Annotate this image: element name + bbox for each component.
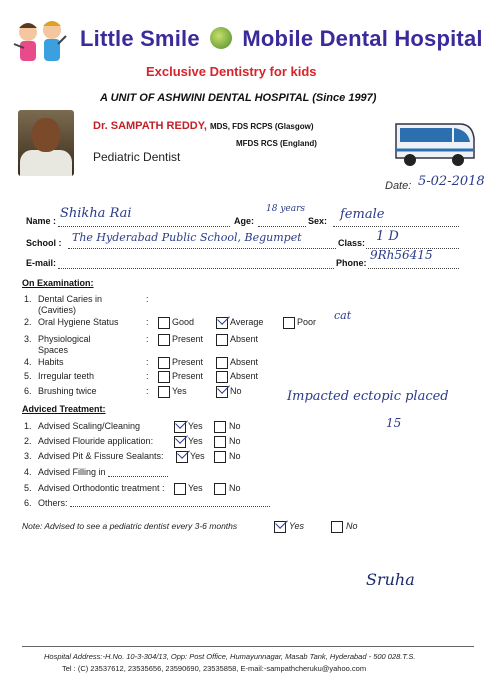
scaling-no-checkbox[interactable] — [214, 421, 226, 433]
sex-label: Sex: — [308, 216, 328, 226]
treatment-sealants-label: Advised Pit & Fissure Sealants: — [38, 451, 164, 461]
phone-label: Phone: — [336, 258, 367, 268]
filling-field[interactable] — [108, 476, 168, 477]
signature: Sruha — [366, 570, 415, 589]
email-field[interactable] — [58, 268, 334, 269]
doctor-name: Dr. SAMPATH REDDY, MDS, FDS RCPS (Glasgow) — [93, 120, 314, 132]
exam-caries-label: Dental Caries in — [38, 294, 103, 304]
hospital-title: Little Smile Mobile Dental Hospital — [80, 26, 483, 51]
name-label: Name : — [26, 216, 57, 226]
spaces-present-checkbox[interactable] — [158, 334, 170, 346]
note-no-checkbox[interactable] — [331, 521, 343, 533]
class-label: Class: — [338, 238, 366, 248]
treatment-heading: Adviced Treatment: — [22, 404, 106, 414]
school-field[interactable]: The Hyderabad Public School, Begumpet — [72, 231, 302, 244]
treatment-filling-label: Advised Filling in — [38, 467, 106, 477]
phone-field[interactable]: 9Rh56415 — [370, 248, 433, 262]
exam-hygiene-label: Oral Hygiene Status — [38, 317, 119, 327]
school-label: School : — [26, 238, 62, 248]
age-field[interactable]: 18 years — [266, 204, 306, 214]
brushing-yes-checkbox[interactable] — [158, 386, 170, 398]
others-field[interactable] — [70, 506, 270, 507]
ortho-yes-checkbox[interactable] — [174, 483, 186, 495]
exam-irregular-label: Irregular teeth — [38, 371, 95, 381]
treatment-others-label: Others: — [38, 498, 68, 508]
treatment-flouride-label: Advised Flouride application: — [38, 436, 154, 446]
exam-spaces-label: Physiological — [38, 334, 91, 344]
irregular-present-checkbox[interactable] — [158, 371, 170, 383]
hygiene-poor-checkbox[interactable] — [283, 317, 295, 329]
hygiene-note: cat — [334, 309, 352, 322]
unit-line: A UNIT OF ASHWINI DENTAL HOSPITAL (Since 1997) — [100, 92, 377, 104]
globe-logo-icon — [210, 27, 232, 49]
class-field[interactable]: 1 D — [376, 229, 399, 244]
habits-absent-checkbox[interactable] — [216, 357, 228, 369]
hygiene-good-checkbox[interactable] — [158, 317, 170, 329]
age-label: Age: — [234, 216, 254, 226]
doctor-quals: MFDS RCS (England) — [236, 139, 317, 148]
ortho-no-checkbox[interactable] — [214, 483, 226, 495]
examination-heading: On Examination: — [22, 278, 94, 288]
treatment-ortho-label: Advised Orthodontic treatment : — [38, 483, 165, 493]
subtitle: Exclusive Dentistry for kids — [146, 64, 317, 79]
footer-divider — [22, 646, 474, 647]
specialty: Pediatric Dentist — [93, 150, 181, 164]
date-value[interactable]: 5-02-2018 — [418, 174, 485, 189]
footer-address: Hospital Address:-H.No. 10-3-304/13, Opp: Post Office, Humayunnagar, Masab Tank, Hyderabad - 500 028.T.S. — [44, 652, 416, 661]
name-field[interactable]: Shikha Rai — [60, 206, 132, 221]
side-note: Impacted ectopic placed — [287, 389, 449, 404]
footer-contact: Tel : (C) 23537612, 23535656, 23590690, 23535858, E-mail:-sampathcheruku@yahoo.com — [62, 664, 367, 673]
spaces-absent-checkbox[interactable] — [216, 334, 228, 346]
exam-habits-label: Habits — [38, 357, 64, 367]
irregular-absent-checkbox[interactable] — [216, 371, 228, 383]
email-label: E-mail: — [26, 258, 57, 268]
habits-present-checkbox[interactable] — [158, 357, 170, 369]
kids-logo-icon — [6, 14, 76, 74]
flouride-no-checkbox[interactable] — [214, 436, 226, 448]
side-note-tooth: 15 — [386, 416, 402, 430]
sealants-no-checkbox[interactable] — [214, 451, 226, 463]
doctor-photo — [18, 110, 74, 176]
treatment-scaling-label: Advised Scaling/Cleaning — [38, 421, 141, 431]
date-label: Date: — [385, 180, 412, 192]
advice-note: Note: Advised to see a pediatric dentist every 3-6 months — [22, 521, 238, 531]
sex-field[interactable]: female — [340, 207, 385, 222]
bus-icon — [388, 116, 478, 172]
exam-brushing-label: Brushing twice — [38, 386, 97, 396]
